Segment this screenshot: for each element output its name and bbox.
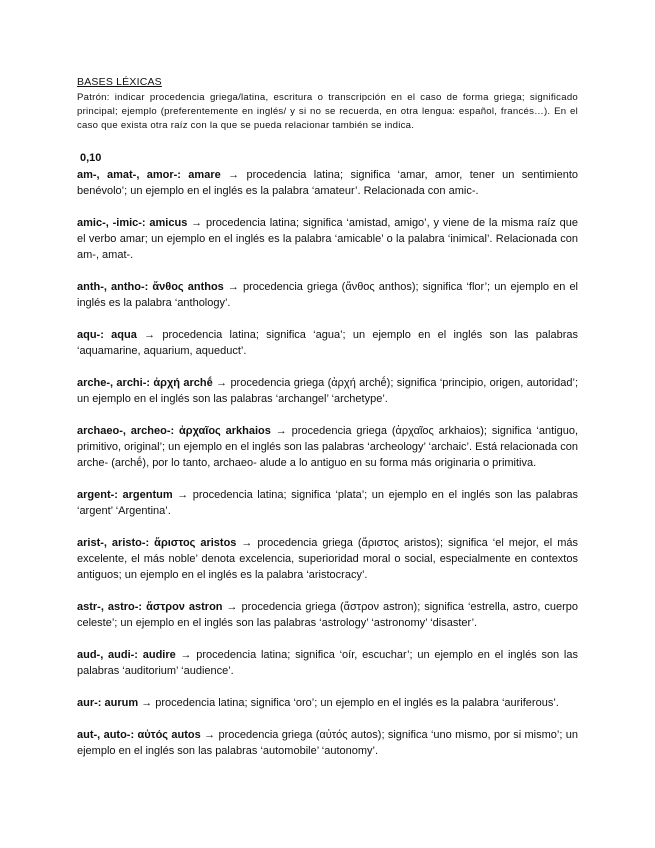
lexical-entry [77,167,578,199]
document-title: BASES LÉXICAS [77,76,162,88]
arrow-icon: → [228,169,240,181]
arrow-icon: → [226,601,238,613]
entry-definition: procedencia latina; significa ‘oír, escuchar’; un ejemplo en el inglés son las palabras ‘auditorium’ ‘audience’. [77,649,578,677]
document-instructions: Patrón: indicar procedencia griega/latina, escritura o transcripción en el caso de forma griega; significado principal; ejemplo (preferentemente en inglés/ y si no se recuerda, en otra lengua: español, francés…). En el caso que exista otra raíz con la que se pueda relacionar también se indica. [77,92,578,131]
entry-headword: arche-, archi-: ἀρχή archḗ [77,377,213,389]
arrow-icon: → [144,329,156,341]
entry-definition: procedencia griega (αὐτός autos); significa ‘uno mismo, por si mismo’; un ejemplo en el inglés son las palabras ‘automobile’ ‘autonomy’. [77,729,578,757]
entry-headword: anth-, antho-: ἄνθος anthos [77,281,224,293]
entry-headword: aur-: aurum [77,697,139,709]
entry-headword: archaeo-, archeo-: ἀρχαῖος arkhaios [77,425,271,437]
arrow-icon: → [275,425,287,437]
lexical-entry [77,215,578,263]
lexical-entry [77,375,578,407]
arrow-icon: → [180,649,192,661]
entry-headword: aut-, auto-: αὐτός autos [77,729,201,741]
entry-headword: am-, amat-, amor-: amare [77,169,221,181]
arrow-icon: → [227,281,239,293]
lexical-entry [77,487,578,519]
entry-definition: procedencia latina; significa ‘plata’; un ejemplo en el inglés son las palabras ‘argent’ ‘Argentina’. [77,489,578,517]
entry-definition: procedencia latina; significa ‘amar, amor, tener un sentimiento benévolo’; un ejemplo en el inglés es la palabra ‘amateur’. Relacionada con amic-. [77,169,578,197]
entry-definition: procedencia griega (ἀρχαῖος arkhaios); significa ‘antiguo, primitivo, original’; un ejemplo en el inglés son las palabras ‘archeology’ ‘archaic’. Está relacionada con arche- (archḗ), por lo tanto, archaeo- alude a lo antiguo en su forma más originaria o primitiva. [77,425,578,469]
entry-definition: procedencia latina; significa ‘amistad, amigo’, y viene de la misma raíz que el verbo amar; un ejemplo en el inglés es la palabra ‘amicable’ o la palabra ‘inimical’. Relacionada con am-, amat-. [77,217,578,261]
arrow-icon: → [241,537,253,549]
score-label: 0,10 [80,152,102,164]
arrow-icon: → [216,377,228,389]
entry-definition: procedencia griega (ἄνθος anthos); significa ‘flor’; un ejemplo en el inglés es la palabra ‘anthology’. [77,281,579,309]
lexical-entry [77,535,578,583]
arrow-icon: → [141,697,153,709]
entry-definition: procedencia latina; significa ‘oro’; un ejemplo en el inglés es la palabra ‘auriferous’. [155,697,559,709]
lexical-entries-list [77,167,578,759]
lexical-entry [77,327,578,359]
entry-definition: procedencia griega (ἀρχή archḗ); significa ‘principio, origen, autoridad’; un ejemplo en el inglés son las palabras ‘archangel’ ‘archetype’. [77,377,578,405]
arrow-icon: → [177,489,189,501]
entry-definition: procedencia griega (ἄστρον astron); significa ‘estrella, astro, cuerpo celeste’; un ejemplo en el inglés son las palabras ‘astrology’ ‘astronomy’ ‘disaster’. [77,601,578,629]
lexical-entry [77,727,578,759]
lexical-entry [77,423,578,471]
entry-headword: argent-: argentum [77,489,173,501]
entry-headword: astr-, astro-: ἄστρον astron [77,601,223,613]
entry-definition: procedencia latina; significa ‘agua’; un ejemplo en el inglés son las palabras ‘aquamarine, aquarium, aqueduct’. [77,329,578,357]
entry-definition: procedencia griega (ἄριστος aristos); significa ‘el mejor, el más excelente, el más noble’ denota excelencia, superioridad moral o social, especialmente en contextos antiguos; un ejemplo en el inglés es la palabra ‘aristocracy’. [77,537,579,581]
arrow-icon: → [204,729,216,741]
entry-headword: aud-, audi-: audire [77,649,176,661]
lexical-entry [77,279,578,311]
entry-headword: arist-, aristo-: ἄριστος aristos [77,537,237,549]
arrow-icon: → [191,217,203,229]
entry-headword: aqu-: aqua [77,329,137,341]
lexical-entry [77,695,578,711]
lexical-entry [77,647,578,679]
lexical-entry [77,599,578,631]
entry-headword: amic-, -imic-: amicus [77,217,188,229]
